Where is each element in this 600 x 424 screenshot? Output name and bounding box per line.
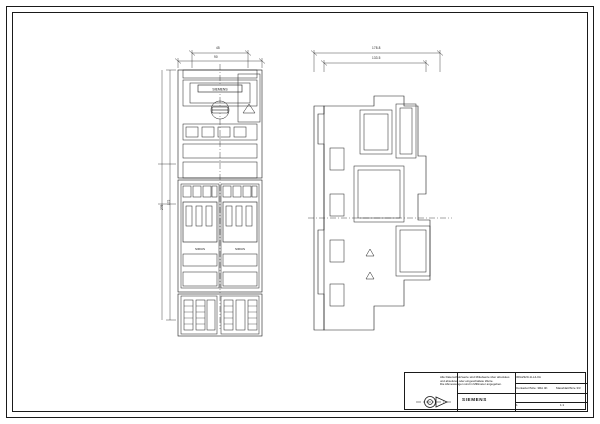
dim-front-height-total: 278 xyxy=(160,204,164,210)
svg-text:SIRIUS: SIRIUS xyxy=(194,247,206,251)
dim-front-height-mid: 172 xyxy=(167,199,171,205)
side-view xyxy=(300,44,460,344)
part-label: Contactor/Size: 3RA 4K xyxy=(516,386,548,390)
svg-text:SIEMENS: SIEMENS xyxy=(212,87,228,92)
note-line-2: und absolutes oder eingeschaltete Werte. xyxy=(440,378,494,383)
company-logo-text: SIEMENS xyxy=(462,397,487,402)
order-number: 3RA2320-1LL4-0A xyxy=(516,375,541,379)
svg-text:SIRIUS: SIRIUS xyxy=(234,247,246,251)
doc-label: Massblatt/Size 3/3 xyxy=(556,386,581,390)
dim-front-inner-width: 45 xyxy=(216,46,220,50)
sheet-number: 1 xyxy=(516,403,518,407)
dim-side-overall-depth: 178.8 xyxy=(372,46,381,50)
dim-front-overall-width: 90 xyxy=(214,55,218,59)
scale-value: 1:1 xyxy=(560,403,565,407)
note-line-1: Alle Datenschutzwerte sind Mittelwerte über absolutes xyxy=(440,375,510,379)
front-view xyxy=(150,44,285,344)
note-line-3: Die Abmessungen sind in Millimeter angegeben. xyxy=(440,382,502,387)
first-angle-projection-icon xyxy=(414,394,454,410)
dim-side-inner-depth: 133.5 xyxy=(372,56,381,60)
